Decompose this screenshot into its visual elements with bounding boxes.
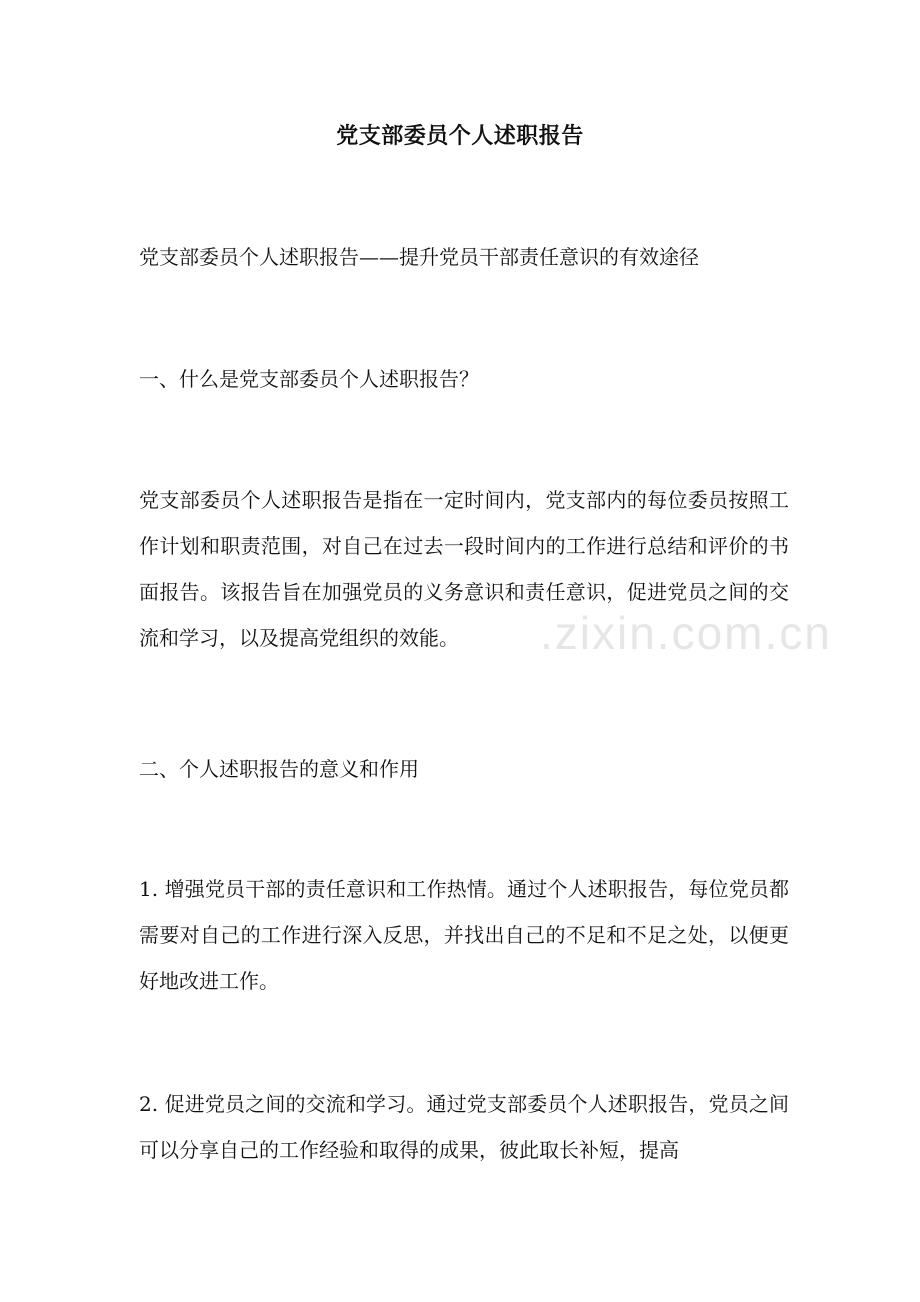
watermark: .zixin.com.cn [540, 607, 832, 659]
document-subtitle: 党支部委员个人述职报告——提升党员干部责任意识的有效途径 [139, 245, 699, 269]
section2-heading: 二、个人述职报告的意义和作用 [139, 757, 419, 781]
point-2: 2. 促进党员之间的交流和学习。通过党支部委员个人述职报告，党员之间可以分享自己的工作经验和取得的成果，彼此取长补短，提高 [139, 1092, 789, 1162]
section1-heading: 一、什么是党支部委员个人述职报告？ [139, 367, 479, 391]
point-1: 1. 增强党员干部的责任意识和工作热情。通过个人述职报告，每位党员都需要对自己的工作进行深入反思，并找出自己的不足和不足之处，以便更好地改进工作。 [139, 877, 789, 993]
section1-body: 党支部委员个人述职报告是指在一定时间内，党支部内的每位委员按照工作计划和职责范围，对自己在过去一段时间内的工作进行总结和评价的书面报告。该报告旨在加强党员的义务意识和责任意识，促进党员之间的交流和学习，以及提高党组织的效能。 [139, 488, 789, 650]
document-title: 党支部委员个人述职报告 [336, 123, 584, 149]
